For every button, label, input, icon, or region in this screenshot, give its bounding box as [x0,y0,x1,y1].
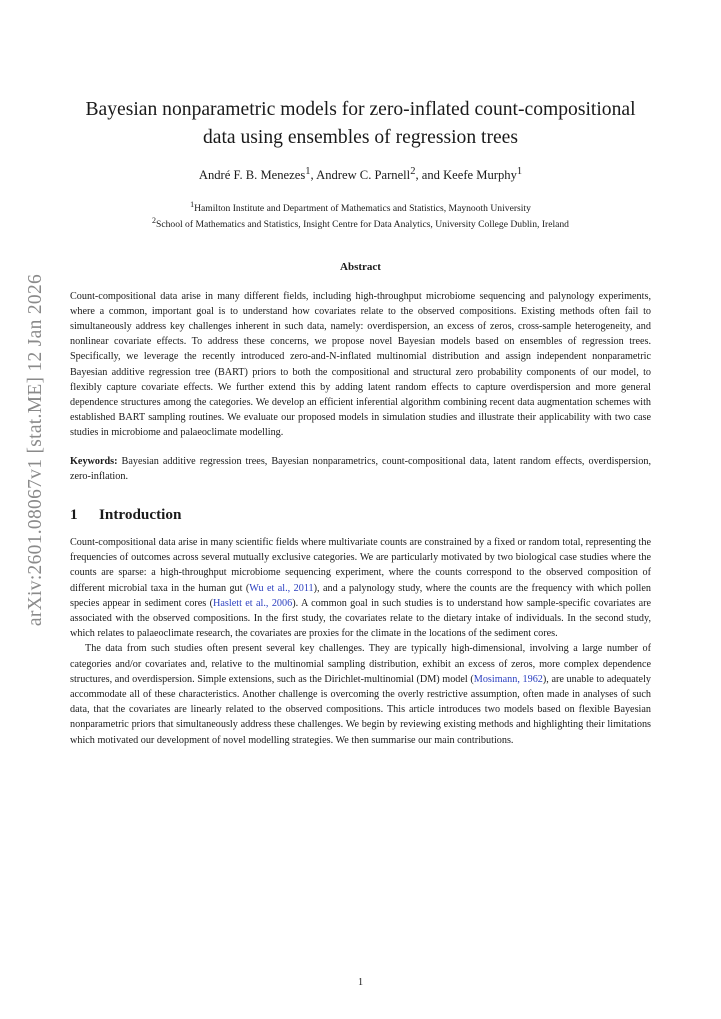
paragraph-text: ). A common goal in such studies is to understand how sample-specific covariates are associated with the observed compositions. In the first study, the covariates relate to the dietary intake of individuals. In the second study, which relates to palaeoclimate research, the covariates are proxies for the climate in the locations of the sediment cores. [70,597,651,640]
affil-mark: 2 [152,216,156,226]
affil-mark: 1 [190,200,195,210]
affiliation-line [70,215,651,231]
section-number: 1 [70,506,78,523]
paragraph-text: Count-compositional data arise in many scientific fields where multivariate counts are constrained by a fixed or random total, representing the frequencies of outcomes across several mutually exclusive categories. We are particularly motivated by two biological case studies where the counts are sparse: a high-throughput microbiome sequencing experiment, where the counts correspond to the observed composition of different microbial taxa in the human gut ( [70,537,651,594]
author-affil-mark: 2 [410,166,416,177]
citation-link[interactable]: Wu et al., 2011 [249,582,314,594]
arxiv-identifier: arXiv:2601.08067v1 [stat.ME] 12 Jan 2026 [25,273,47,627]
author-name: Andrew C. Parnell [316,168,411,183]
arxiv-sidebar-stamp [8,200,64,700]
section-title: Introduction [99,506,182,523]
author-affil-mark: 1 [516,166,523,177]
section-heading [70,506,651,524]
title-line-2: data using ensembles of regression trees [202,127,519,148]
author-affil-mark: 1 [305,166,311,177]
keywords-label: Keywords: [70,455,118,467]
author-name: André F. B. Menezes [198,168,306,183]
abstract-heading: Abstract [340,260,381,273]
affiliations [70,199,651,231]
page-number: 1 [357,977,364,988]
intro-paragraph-1 [70,535,651,641]
paragraph-text: The data from such studies often present several key challenges. They are typically high-dimensional, involving a large number of categories and/or covariates and, relative to the multinomial sampling distribution, exhibit an excess of zeros, more complex dependence structures, and overdispersion. Simple extensions, such as the Dirichlet-multinomial (DM) model ( [70,643,651,685]
author-list [70,166,651,183]
paragraph-text: ), are unable to adequately accommodate all of these characteristics. Another challenge is overcoming the overly restrictive assumption, often made in analyses of such data, that the covariates are linearly related to the observed compositions. This article introduces two models based on flexible Bayesian nonparametric priors that simultaneously address these challenges. We begin by reviewing existing methods and highlighting their limitations which motivated our development of novel modelling strategies. We then summarise our main contributions. [70,673,651,746]
author-name: Keefe Murphy [443,168,517,183]
keywords [70,454,651,484]
author-separator: , and [415,168,444,183]
citation-link[interactable]: Haslett et al., 2006 [213,597,293,609]
affiliation-line [70,199,651,215]
paper-title [70,96,651,152]
affil-text: Hamilton Institute and Department of Mathematics and Statistics, Maynooth University [194,203,531,215]
keywords-text: Bayesian additive regression trees, Bayesian nonparametrics, count-compositional data, latent random effects, overdispersion, zero-inflation. [70,455,651,482]
paragraph-text: ), and a palynology study, where the counts are the frequency with which pollen species appear in sediment cores ( [70,582,651,609]
paper-page [70,88,651,748]
citation-link[interactable]: Mosimann, 1962 [473,673,543,685]
affil-text: School of Mathematics and Statistics, Insight Centre for Data Analytics, University College Dublin, Ireland [156,219,569,231]
intro-paragraph-2 [70,641,651,747]
title-line-1: Bayesian nonparametric models for zero-inflated count-compositional [85,99,636,120]
abstract-text: Count-compositional data arise in many different fields, including high-throughput microbiome sequencing and palynology experiments, where a common, important goal is to understand how covariates relate to the observed compositions. Existing methods often fail to simultaneously address key challenges inherent in such data, namely: overdispersion, an excess of zeros, cross-sample heterogeneity, and nonlinear covariate effects. To address these concerns, we propose novel Bayesian models based on ensembles of regression trees. Specifically, we leverage the recently introduced zero-and-N-inflated multinomial distribution and assign independent nonparametric Bayesian additive regression tree (BART) priors to both the compositional and structural zero probability components of our model, to flexibly capture covariate effects. We further extend this by adding latent random effects to capture overdispersion and more general dependence structures among the categories. We develop an efficient inferential algorithm combining recent data augmentation schemes with established BART sampling routines. We evaluate our proposed models in simulation studies and illustrate their applicability with two case studies in microbiome and palaeoclimate modelling. [70,290,651,439]
author-separator: , [310,168,317,183]
